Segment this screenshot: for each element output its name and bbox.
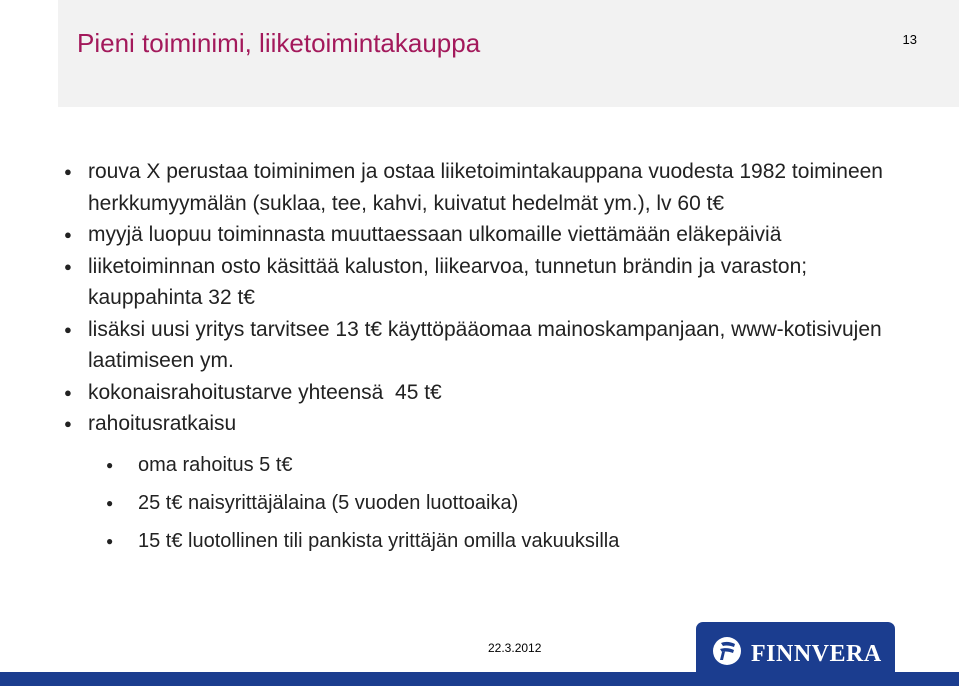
bullet-item (62, 251, 922, 314)
bullet-item (62, 219, 922, 251)
sub-bullet-text: oma rahoitus 5 t€ (138, 453, 293, 476)
sub-bullet-list (62, 446, 922, 560)
sub-bullet-item (62, 446, 922, 484)
bullet-item (62, 156, 922, 219)
bullet-dot-icon: ● (64, 227, 72, 242)
page-number: 13 (902, 32, 917, 47)
bottom-brand-bar (0, 672, 959, 686)
sub-bullet-item (62, 484, 922, 522)
bullet-text: kokonaisrahoitustarve yhteensä 45 t€ (88, 380, 442, 404)
bullet-dot-icon: ● (64, 416, 72, 431)
bullet-text: rahoitusratkaisu (88, 412, 237, 435)
bullet-dot-icon: ● (64, 384, 72, 400)
sub-bullet-text: 25 t€ naisyrittäjälaina (5 vuoden luottoaika) (138, 491, 519, 514)
sub-bullet-item (62, 522, 922, 560)
logo-wordmark: FINNVERA (751, 641, 882, 667)
bullet-item (62, 408, 922, 560)
slide-title: Pieni toiminimi, liiketoimintakauppa (77, 28, 481, 58)
sub-bullet-text: 15 t€ luotollinen tili pankista yrittäjän omilla vakuuksilla (138, 529, 620, 552)
bullet-item (62, 314, 922, 377)
bullet-text: liiketoiminnan osto käsittää kaluston, liikearvoa, tunnetun brändin ja varaston; kauppahinta 32 t€ (88, 254, 808, 309)
bullet-dot-icon: ● (106, 533, 114, 548)
bullet-text: myyjä luopuu toiminnasta muuttaessaan ulkomaille viettämään eläkepäiviä (88, 223, 782, 246)
finnvera-f-circle-icon (712, 636, 742, 666)
bullet-list (62, 156, 922, 560)
bullet-item (62, 377, 922, 409)
slide-content (62, 156, 922, 560)
bullet-text: rouva X perustaa toiminimen ja ostaa liiketoimintakauppana vuodesta 1982 toimineen herkkumyymälän (suklaa, tee, kahvi, kuivatut hedelmät ym.), lv 60 t€ (88, 160, 883, 215)
bullet-dot-icon: ● (64, 321, 72, 337)
bullet-dot-icon: ● (106, 495, 114, 510)
bullet-text: lisäksi uusi yritys tarvitsee 13 t€ käyttöpääomaa mainoskampanjaan, www-kotisivujen laatimiseen ym. (88, 317, 882, 372)
bullet-dot-icon: ● (64, 164, 72, 179)
bullet-dot-icon: ● (106, 457, 114, 472)
bullet-dot-icon: ● (64, 258, 72, 274)
footer-date: 22.3.2012 (488, 641, 542, 655)
